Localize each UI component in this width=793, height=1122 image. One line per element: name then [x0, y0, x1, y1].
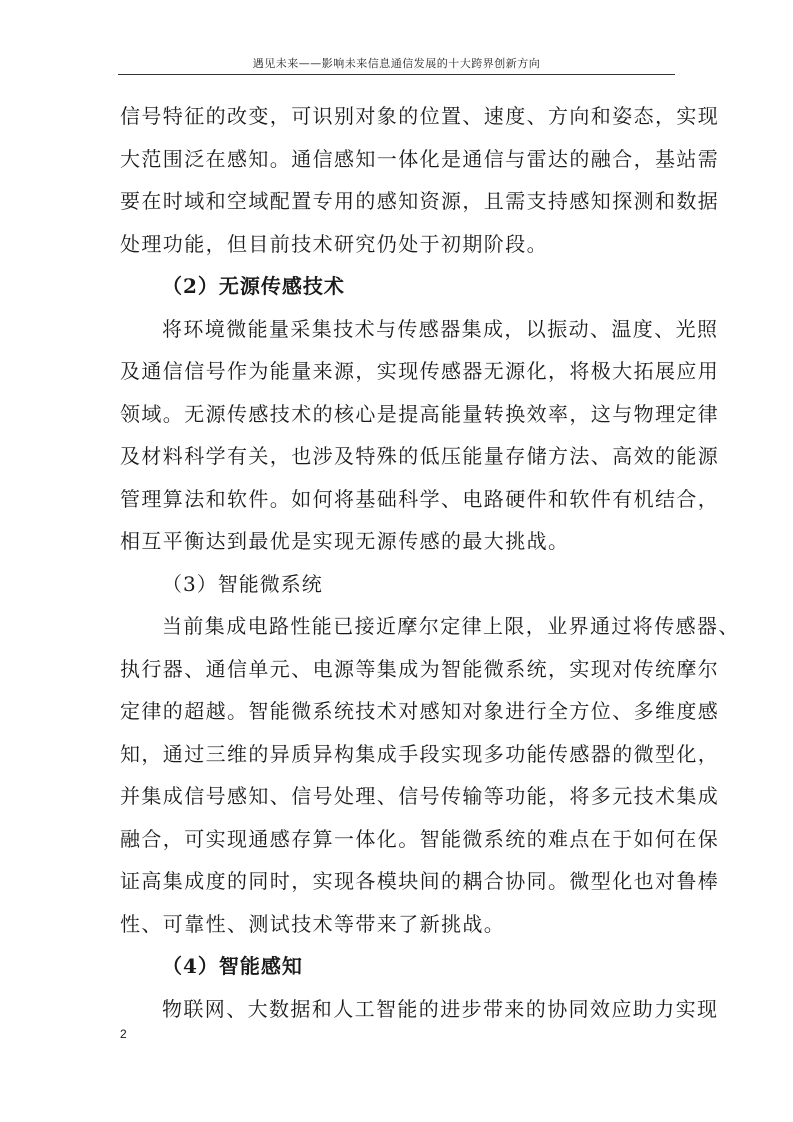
paragraph-line: 将环境微能量采集技术与传感器集成，以振动、温度、光照 [162, 316, 719, 341]
page-number: 2 [120, 1027, 127, 1041]
header-rule [118, 74, 675, 75]
paragraph-line: 证高集成度的同时，实现各模块间的耦合协同。微型化也对鲁棒 [120, 869, 720, 893]
section-heading-passive-sensing: （2）无源传感技术 [162, 274, 345, 298]
paragraph-line: 定律的超越。智能微系统技术对感知对象进行全方位、多维度感 [120, 699, 720, 723]
paragraph-line: 处理功能，但目前技术研究仍处于初期阶段。 [120, 231, 548, 256]
paragraph-line: 领域。无源传感技术的核心是提高能量转换效率，这与物理定律 [120, 401, 720, 426]
paragraph-line: 要在时域和空域配置专用的感知资源，且需支持感知探测和数据 [120, 189, 720, 213]
paragraph-line: 知，通过三维的异质异构集成手段实现多功能传感器的微型化， [120, 741, 720, 766]
paragraph-line: 大范围泛在感知。通信感知一体化是通信与雷达的融合，基站需 [120, 146, 720, 171]
paragraph-line: 及材料科学有关，也涉及特殊的低压能量存储方法、高效的能源 [120, 444, 720, 468]
paragraph-line: 并集成信号感知、信号处理、信号传输等功能，将多元技术集成 [120, 784, 720, 808]
paragraph-line: 当前集成电路性能已接近摩尔定律上限，业界通过将传感器、 [162, 614, 740, 638]
paragraph-line: 性、可靠性、测试技术等带来了新挑战。 [120, 911, 506, 936]
paragraph-line: 相互平衡达到最优是实现无源传感的最大挑战。 [120, 529, 570, 553]
paragraph-line: 融合，可实现通感存算一体化。智能微系统的难点在于如何在保 [120, 826, 720, 851]
page-body [120, 95, 740, 1030]
running-header: 遇见未来——影响未来信息通信发展的十大跨界创新方向 [252, 57, 541, 70]
paragraph-line: 及通信信号作为能量来源，实现传感器无源化，将极大拓展应用 [120, 359, 720, 383]
paragraph-line: 管理算法和软件。如何将基础科学、电路硬件和软件有机结合， [120, 486, 720, 511]
paragraph-line: 信号特征的改变，可识别对象的位置、速度、方向和姿态，实现 [120, 104, 720, 128]
paragraph-line: 执行器、通信单元、电源等集成为智能微系统，实现对传统摩尔 [120, 656, 720, 681]
section-heading-smart-sensing: （4）智能感知 [162, 954, 303, 978]
section-heading-smart-microsystem: （3）智能微系统 [162, 571, 323, 596]
paragraph-line: 物联网、大数据和人工智能的进步带来的协同效应助力实现 [162, 996, 719, 1021]
